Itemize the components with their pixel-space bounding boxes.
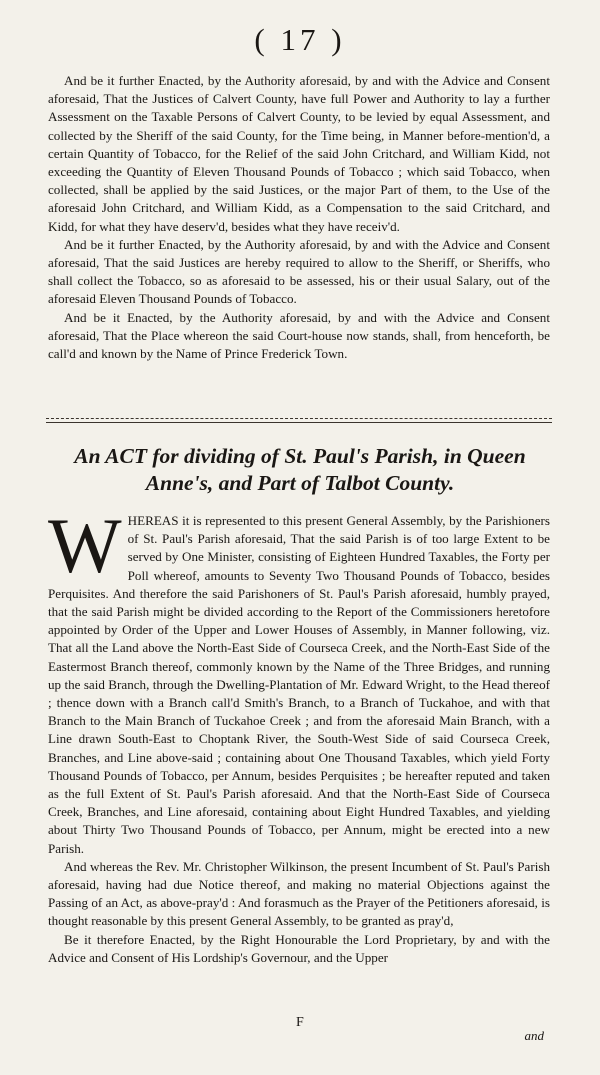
paragraph-wilkinson: And whereas the Rev. Mr. Christopher Wilkinson, the present Incumbent of St. Paul's Parish aforesaid, having had due Notice thereof, and making no material Objections against the Passing of an Act, as above-pray'd : And forasmuch as the Prayer of the Petitioners aforesaid, is thought reasonable by this present General Assembly, to be granted as pray'd, xyxy=(48,858,550,929)
paragraph-critchard-kidd: And be it further Enacted, by the Authority aforesaid, by and with the Advice and Consent aforesaid, That the Justices of Calvert County, have full Power and Authority to lay a further Assessment on the Taxable Persons of Calvert County, to be levied by equal Assessment, and collected by the Sheriff of the said County, for the Time being, in Manner before-mention'd, a certain Quantity of Tobacco, for the Relief of the said John Critchard, and William Kidd, not exceeding the Quantity of Eleven Thousand Pounds of Tobacco ; which said Tobacco, when collected, shall be applied by the said Justices, or the major Part of them, to the Use of the aforesaid John Critchard, and William Kidd, as a Compensation to the said Critchard, and Kidd, for what they have deserv'd, besides what they have receiv'd. xyxy=(48,73,550,234)
paragraph-whereas xyxy=(48,502,550,858)
signature-mark: F xyxy=(296,1015,304,1030)
paragraph-be-it-enacted: Be it therefore Enacted, by the Right Honourable the Lord Proprietary, by and with the Advice and Consent of His Lordship's Governour, and the Upper xyxy=(48,931,550,965)
enacting-section xyxy=(48,72,550,363)
section-divider xyxy=(46,418,552,419)
catchword: and xyxy=(524,1028,544,1043)
paragraph-sheriff-salary: And be it further Enacted, by the Authority aforesaid, by and with the Advice and Consent aforesaid, That the said Justices are hereby required to allow to the Sheriff, or Sheriffs, who shall collect the Tobacco, so as aforesaid to be assessed, his or their usual Salary, out of the aforesaid Eleven Thousand Pounds of Tobacco. xyxy=(48,236,550,307)
whereas-text: HEREAS it is represented to this present General Assembly, by the Parishioners of St. Paul's Parish aforesaid, That the said Parish is of too large Extent to be served by One Minister, consisting of Eighteen Hundred Taxables, the Forty per Poll whereof, amounts to Seventy Two Thousand Pounds of Tobacco, besides Perquisites. And therefore the said Parishoners of St. Paul's Parish aforesaid, humbly prayed, that the said Parish might be divided according to the Report of the Commissioners heretofore appointed by Order of the Upper and Lower Houses of Assembly, in Manner following, viz. That all the Land above the North-East Side of Courseca Creek, and the North-East Side of the Eastermost Branch thereof, commonly known by the Name of the Three Bridges, and running up the said Branch, through the Dwelling-Plantation of Mr. Edward Wright, to the Head thereof ; thence down with a Branch call'd Smith's Branch, to a Branch of Tuckahoe, and with that Branch to the Main Branch of Tuckahoe Creek ; and from the aforesaid Main Branch, with a Line drawn South-East to Choptank River, the South-West Side of said Courseca Creek, Branches, and Line above-said ; containing about One Thousand Taxables, which yield Forty Thousand Pounds of Tobacco, per Annum, besides Perquisites ; be hereafter reputed and taken as the full Extent of St. Paul's Parish aforesaid. And that the North-East Side of Courseca Creek, Branches, and Line aforesaid, containing about Eight Hundred Taxables, and yielding about Thirty Two Thousand Pounds of Tobacco, per Annum, might be erected into a new Parish. xyxy=(48,513,550,856)
paragraph-prince-frederick: And be it Enacted, by the Authority aforesaid, by and with the Advice and Consent aforesaid, That the Place whereon the said Court-house now stands, shall, from henceforth, be call'd and known by the Name of Prince Frederick Town. xyxy=(48,309,550,362)
act-body xyxy=(48,502,550,967)
page-number: ( 17 ) xyxy=(254,22,346,57)
drop-cap: W xyxy=(48,502,122,589)
section-divider-rule xyxy=(46,422,552,423)
act-title: An ACT for dividing of St. Paul's Parish, in Queen Anne's, and Part of Talbot County. xyxy=(74,444,526,495)
